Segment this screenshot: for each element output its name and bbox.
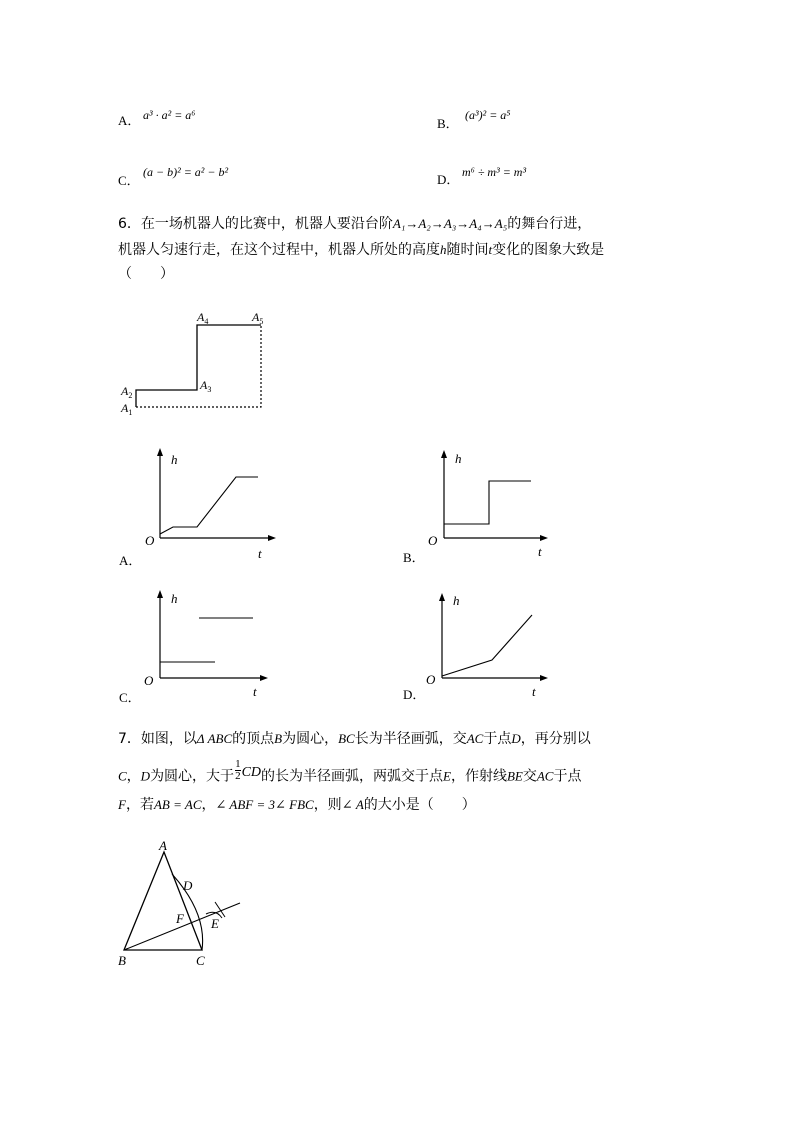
q6-graph-c: [140, 588, 280, 703]
svg-text:t: t: [532, 684, 536, 699]
q7-triangle-figure: [112, 838, 252, 973]
svg-text:h: h: [171, 591, 178, 606]
q5-option-a-label: A．: [118, 113, 141, 128]
q6-graph-a: [140, 448, 280, 563]
q6-stem-line1: 6．在一场机器人的比赛中，机器人要沿台阶A₁→A₂→A₃→A₄→A₅的舞台行进，: [118, 216, 592, 232]
svg-text:A4: $A_4$: [197, 310, 209, 326]
svg-text:O: O: [428, 533, 438, 548]
q6-graph-b: [424, 450, 564, 565]
svg-text:O: O: [145, 533, 155, 548]
svg-text:O: O: [426, 672, 436, 687]
q5-option-a-expr: a³ · a² = a⁶: [143, 108, 196, 122]
q5-option-b-expr: (a³)² = a⁵: [465, 108, 511, 122]
q6-option-c-label: C．: [119, 690, 141, 705]
q6-option-d-label: D．: [403, 687, 426, 702]
svg-text:h: h: [453, 593, 460, 608]
q6-answer-paren: （ ）: [118, 266, 174, 282]
svg-text:B: B: [118, 953, 126, 968]
svg-text:h: h: [171, 452, 178, 467]
q6-option-b-label: B．: [403, 550, 425, 565]
q7-stem-line1: 7．如图，以Δ ABC的顶点B为圆心，BC长为半径画弧，交AC于点D，再分别以: [118, 731, 591, 747]
svg-text:t: t: [258, 546, 262, 561]
svg-text:F: F: [176, 911, 184, 926]
q5-option-d-expr: m⁶ ÷ m³ = m³: [462, 165, 527, 179]
q7-stem-line2: C，D为圆心，大于 $\frac{1}{2}$ CD的长为半径画弧，两弧交于点E，作射线BE交AC于点: [118, 758, 582, 785]
svg-text:A2: $A_2$: [121, 384, 133, 400]
svg-text:t: t: [253, 684, 257, 699]
q5-option-b-label: B．: [437, 116, 459, 131]
svg-text:C: C: [196, 953, 205, 968]
svg-text:h: h: [455, 451, 462, 466]
q6-stage-diagram: [115, 308, 275, 418]
q5-option-c-expr: (a − b)² = a² − b²: [143, 165, 229, 179]
svg-text:A: A: [159, 838, 167, 853]
svg-text:O: O: [144, 673, 154, 688]
q7-fraction-half: $\frac{1}{2}$: [235, 758, 241, 782]
q7-stem-line3: F，若AB = AC，∠ ABF = 3∠ FBC，则∠ A的大小是（ ）: [118, 797, 476, 813]
q5-option-d-label: D．: [437, 172, 460, 187]
q6-graph-d: [422, 592, 562, 707]
q6-stem-line2: 机器人匀速行走，在这个过程中，机器人所处的高度h随时间t变化的图象大致是: [118, 242, 605, 258]
svg-text:D: D: [183, 878, 193, 893]
q5-option-c-label: C．: [118, 173, 140, 188]
q6-option-a-label: A．: [119, 553, 142, 568]
svg-text:t: t: [538, 544, 542, 559]
svg-text:A5: $A_5$: [252, 310, 264, 326]
svg-text:A1: $A_1$: [121, 401, 133, 417]
svg-text:A3: $A_3$: [200, 378, 212, 394]
svg-text:E: E: [211, 916, 219, 931]
